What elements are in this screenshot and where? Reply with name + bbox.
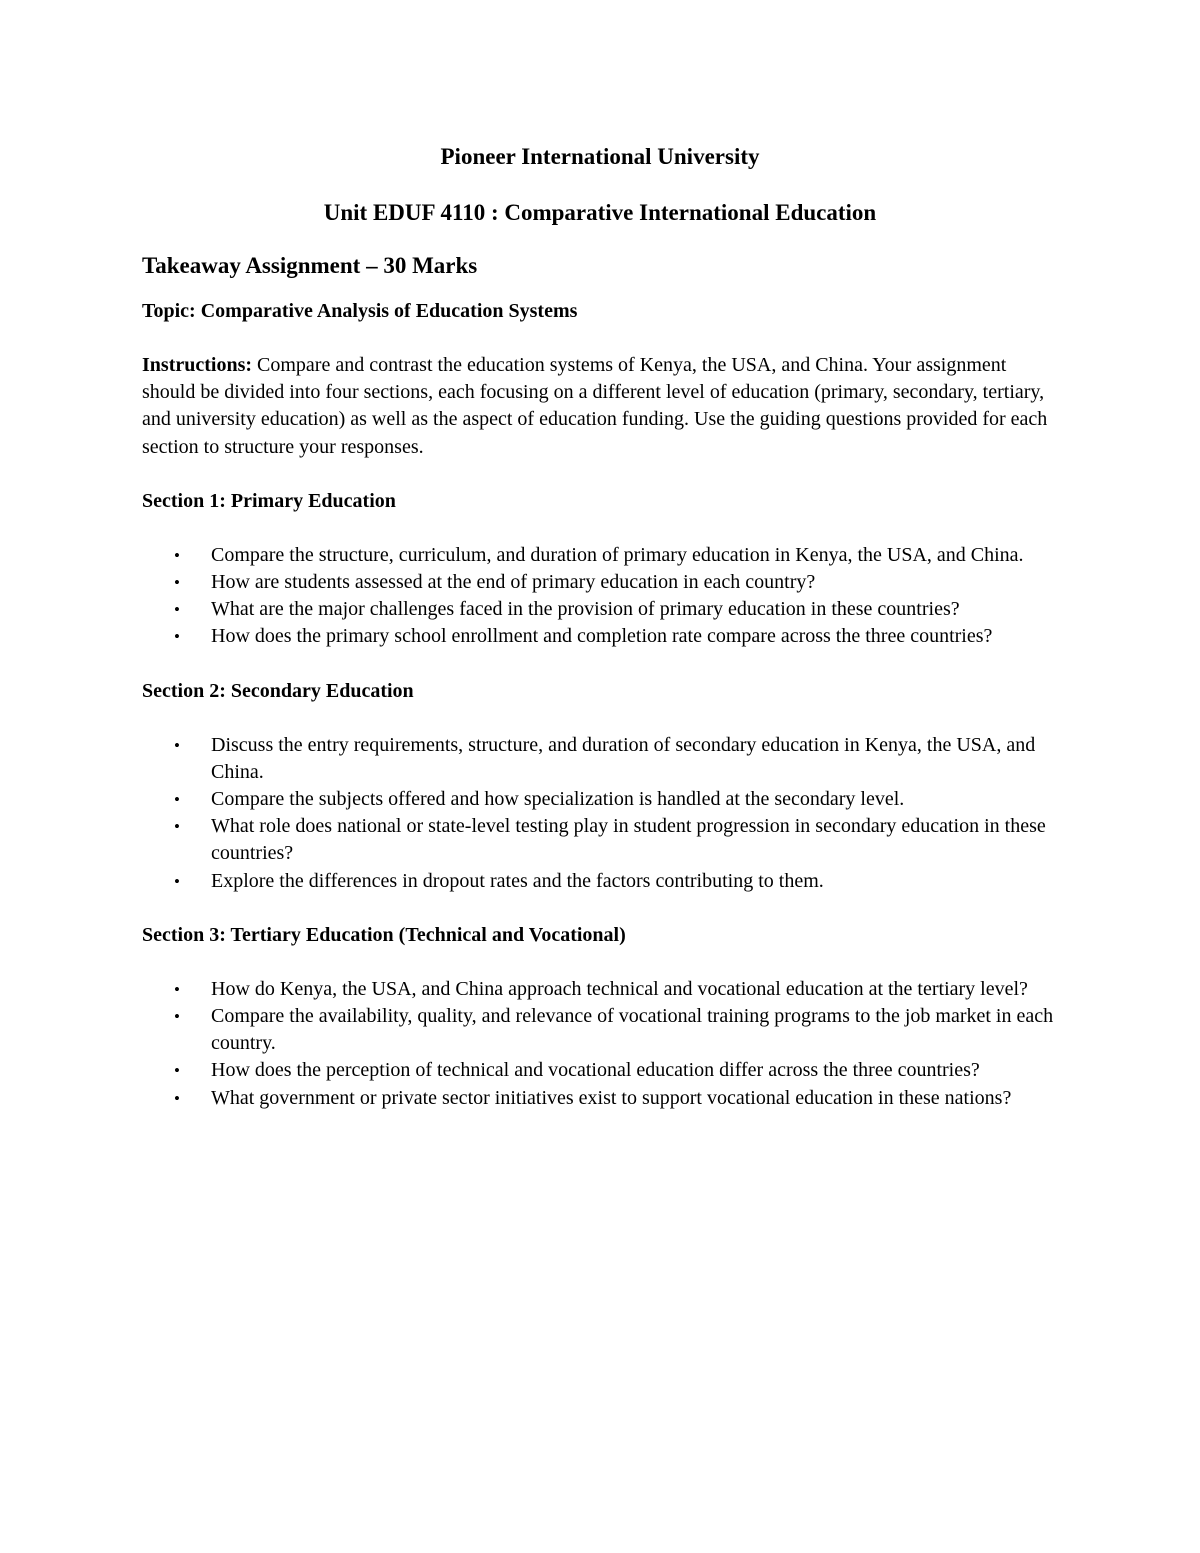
- section-2-heading: Section 2: Secondary Education: [142, 679, 414, 702]
- list-item-text: Explore the differences in dropout rates and the factors contributing to them.: [211, 869, 824, 892]
- list-item-text: Compare the structure, curriculum, and duration of primary education in Kenya, the USA, and China.: [211, 543, 1024, 566]
- bullet-icon: •: [174, 1007, 180, 1027]
- list-item: [142, 569, 1058, 596]
- list-item: [142, 623, 1058, 650]
- section-1-list: [142, 542, 1058, 651]
- bullet-icon: •: [174, 600, 180, 620]
- list-item-text: How does the primary school enrollment and completion rate compare across the three countries?: [211, 625, 993, 648]
- topic-heading: Topic: Comparative Analysis of Education Systems: [142, 300, 578, 322]
- section-3-list: [142, 976, 1058, 1112]
- bullet-icon: •: [174, 545, 180, 565]
- unit-title: Unit EDUF 4110 : Comparative International Education: [323, 200, 877, 225]
- list-item-text: How does the perception of technical and vocational education differ across the three countries?: [211, 1059, 980, 1082]
- list-item: [142, 732, 1058, 786]
- section-3-heading: Section 3: Tertiary Education (Technical and Vocational): [142, 923, 626, 946]
- list-item: [142, 786, 1058, 813]
- bullet-icon: •: [174, 979, 180, 999]
- section-2-list: [142, 732, 1058, 895]
- list-item-text: How do Kenya, the USA, and China approach technical and vocational education at the tertiary level?: [211, 977, 1028, 1000]
- list-item-text: Compare the availability, quality, and relevance of vocational training programs to the job market in each country.: [211, 1005, 1054, 1055]
- university-title: Pioneer International University: [440, 144, 760, 169]
- bullet-icon: •: [174, 1088, 180, 1108]
- bullet-icon: •: [174, 1061, 180, 1081]
- document-content: [142, 138, 1058, 1139]
- list-item: [142, 596, 1058, 623]
- bullet-icon: •: [174, 735, 180, 755]
- list-item-text: What role does national or state-level testing play in student progression in secondary education in these countries?: [211, 815, 1046, 865]
- list-item: [142, 1085, 1058, 1112]
- bullet-icon: •: [174, 627, 180, 647]
- instructions-label: Instructions:: [142, 354, 253, 376]
- list-item-text: What are the major challenges faced in the provision of primary education in these countries?: [211, 598, 960, 621]
- section-1-heading: Section 1: Primary Education: [142, 489, 396, 512]
- list-item-text: How are students assessed at the end of primary education in each country?: [211, 571, 816, 594]
- instructions-text: Compare and contrast the education systems of Kenya, the USA, and China. Your assignment should be divided into four sections, each focusing on a different level of education (primary, secondary, tertiary, and university education) as well as the aspect of education funding. Use the guiding questions provided for each section to structure your responses.: [142, 354, 1048, 458]
- list-item: [142, 868, 1058, 895]
- list-item-text: Compare the subjects offered and how specialization is handled at the secondary level.: [211, 788, 905, 811]
- bullet-icon: •: [174, 871, 180, 891]
- bullet-icon: •: [174, 573, 180, 593]
- list-item-text: Discuss the entry requirements, structure, and duration of secondary education in Kenya, the USA, and China.: [211, 733, 1036, 783]
- list-item: [142, 1003, 1058, 1057]
- bullet-icon: •: [174, 790, 180, 810]
- list-item: [142, 813, 1058, 867]
- bullet-icon: •: [174, 817, 180, 837]
- list-item: [142, 976, 1058, 1003]
- instructions-paragraph: [142, 352, 1058, 461]
- list-item: [142, 542, 1058, 569]
- list-item-text: What government or private sector initiatives exist to support vocational education in these nations?: [211, 1086, 1012, 1109]
- list-item: [142, 1057, 1058, 1084]
- assignment-heading: Takeaway Assignment – 30 Marks: [142, 253, 478, 278]
